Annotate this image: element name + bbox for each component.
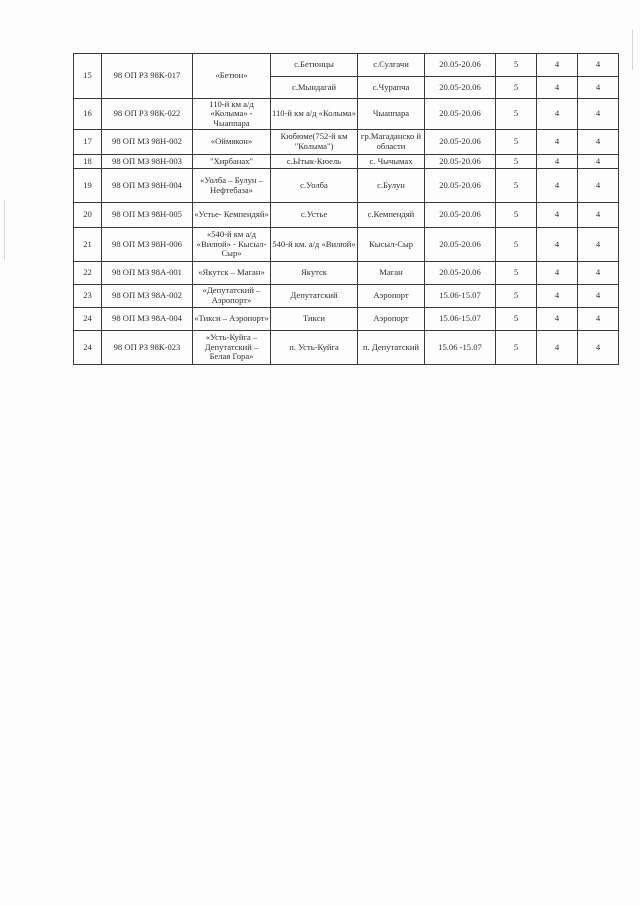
value-col-3: 4 bbox=[578, 169, 619, 203]
road-code: 98 ОП МЗ 98Н-006 bbox=[102, 228, 193, 262]
road-name: «Якутск – Маган» bbox=[193, 262, 271, 285]
road-start: с.Устье bbox=[271, 203, 358, 228]
road-code: 98 ОП РЗ 98К-017 bbox=[102, 54, 193, 99]
closure-period: 20.05-20.06 bbox=[425, 77, 496, 99]
value-col-1: 5 bbox=[496, 331, 537, 365]
table-row bbox=[74, 228, 619, 262]
road-end: Кысыл-Сыр bbox=[358, 228, 425, 262]
road-name: «Бетюн» bbox=[193, 54, 271, 99]
road-name: 110-й км а/д «Колыма» - Чыаппара bbox=[193, 99, 271, 130]
roads-table bbox=[73, 53, 619, 365]
closure-period: 20.05-20.06 bbox=[425, 169, 496, 203]
row-number: 18 bbox=[74, 155, 102, 169]
road-code: 98 ОП МЗ 98Н-002 bbox=[102, 130, 193, 155]
value-col-1: 5 bbox=[496, 262, 537, 285]
value-col-3: 4 bbox=[578, 285, 619, 308]
road-end: п. Депутатский bbox=[358, 331, 425, 365]
road-end: Маган bbox=[358, 262, 425, 285]
value-col-3: 4 bbox=[578, 54, 619, 77]
road-code: 98 ОП МЗ 98А-002 bbox=[102, 285, 193, 308]
road-code: 98 ОП МЗ 98Н-005 bbox=[102, 203, 193, 228]
row-number: 24 bbox=[74, 331, 102, 365]
road-end: с.Чурапча bbox=[358, 77, 425, 99]
scan-edge-mark bbox=[4, 200, 5, 260]
road-code: 98 ОП РЗ 98К-023 bbox=[102, 331, 193, 365]
road-start: Якутск bbox=[271, 262, 358, 285]
row-number: 17 bbox=[74, 130, 102, 155]
value-col-1: 5 bbox=[496, 169, 537, 203]
table-row bbox=[74, 169, 619, 203]
road-code: 98 ОП МЗ 98Н-003 bbox=[102, 155, 193, 169]
value-col-2: 4 bbox=[537, 155, 578, 169]
road-name: «Усть-Куйга – Депутатский – Белая Гора» bbox=[193, 331, 271, 365]
closure-period: 20.05-20.06 bbox=[425, 228, 496, 262]
value-col-2: 4 bbox=[537, 285, 578, 308]
road-end: с.Булун bbox=[358, 169, 425, 203]
table-row bbox=[74, 54, 619, 77]
row-number: 19 bbox=[74, 169, 102, 203]
value-col-1: 5 bbox=[496, 308, 537, 331]
road-code: 98 ОП МЗ 98Н-004 bbox=[102, 169, 193, 203]
road-code: 98 ОП МЗ 98А-004 bbox=[102, 308, 193, 331]
value-col-1: 5 bbox=[496, 130, 537, 155]
row-number: 20 bbox=[74, 203, 102, 228]
table-row bbox=[74, 331, 619, 365]
value-col-2: 4 bbox=[537, 262, 578, 285]
table-row bbox=[74, 285, 619, 308]
row-number: 16 bbox=[74, 99, 102, 130]
road-start: 540-й км. а/д «Вилюй» bbox=[271, 228, 358, 262]
value-col-3: 4 bbox=[578, 130, 619, 155]
row-number: 15 bbox=[74, 54, 102, 99]
row-number: 23 bbox=[74, 285, 102, 308]
row-number: 22 bbox=[74, 262, 102, 285]
road-end: с.Кемпендяй bbox=[358, 203, 425, 228]
value-col-1: 5 bbox=[496, 228, 537, 262]
table-row bbox=[74, 99, 619, 130]
road-end: гр.Магаданско й области bbox=[358, 130, 425, 155]
value-col-3: 4 bbox=[578, 331, 619, 365]
value-col-1: 5 bbox=[496, 99, 537, 130]
closure-period: 20.05-20.06 bbox=[425, 203, 496, 228]
value-col-1: 5 bbox=[496, 155, 537, 169]
table-row bbox=[74, 155, 619, 169]
row-number: 21 bbox=[74, 228, 102, 262]
road-code: 98 ОП МЗ 98А-001 bbox=[102, 262, 193, 285]
value-col-1: 5 bbox=[496, 285, 537, 308]
road-end: с. Чычымах bbox=[358, 155, 425, 169]
closure-period: 15.06-15.07 bbox=[425, 285, 496, 308]
road-name: «Оймякон» bbox=[193, 130, 271, 155]
road-name: «Устье- Кемпендяй» bbox=[193, 203, 271, 228]
road-start: 110-й км а/д «Колыма» bbox=[271, 99, 358, 130]
closure-period: 15.06 -15.07 bbox=[425, 331, 496, 365]
road-code: 98 ОП РЗ 98К-022 bbox=[102, 99, 193, 130]
value-col-2: 4 bbox=[537, 54, 578, 77]
closure-period: 20.05-20.06 bbox=[425, 130, 496, 155]
value-col-3: 4 bbox=[578, 77, 619, 99]
closure-period: 20.05-20.06 bbox=[425, 262, 496, 285]
road-start: Депутатский bbox=[271, 285, 358, 308]
table-row bbox=[74, 203, 619, 228]
road-name: «540-й км а/д «Вилюй» - Кысыл-Сыр» bbox=[193, 228, 271, 262]
scan-edge-mark bbox=[632, 30, 633, 70]
road-start: с.Ытык-Кюель bbox=[271, 155, 358, 169]
road-name: «Уолба – Булун – Нефтебаза» bbox=[193, 169, 271, 203]
road-name: "Хирбанах" bbox=[193, 155, 271, 169]
value-col-3: 4 bbox=[578, 203, 619, 228]
road-end: Аэропорт bbox=[358, 285, 425, 308]
value-col-2: 4 bbox=[537, 99, 578, 130]
closure-period: 15.06-15.07 bbox=[425, 308, 496, 331]
table-row bbox=[74, 130, 619, 155]
road-start: Тикси bbox=[271, 308, 358, 331]
value-col-2: 4 bbox=[537, 228, 578, 262]
value-col-2: 4 bbox=[537, 203, 578, 228]
value-col-3: 4 bbox=[578, 99, 619, 130]
value-col-3: 4 bbox=[578, 228, 619, 262]
road-name: «Тикси – Аэропорт» bbox=[193, 308, 271, 331]
closure-period: 20.05-20.06 bbox=[425, 54, 496, 77]
road-start: Кюбюме(752-й км "Колыма") bbox=[271, 130, 358, 155]
road-start: с.Мындагай bbox=[271, 77, 358, 99]
value-col-3: 4 bbox=[578, 155, 619, 169]
road-name: «Депутатский – Аэропорт» bbox=[193, 285, 271, 308]
row-number: 24 bbox=[74, 308, 102, 331]
road-start: с.Бетюнцы bbox=[271, 54, 358, 77]
value-col-2: 4 bbox=[537, 308, 578, 331]
value-col-2: 4 bbox=[537, 77, 578, 99]
value-col-1: 5 bbox=[496, 77, 537, 99]
road-end: Аэропорт bbox=[358, 308, 425, 331]
closure-period: 20.05-20.06 bbox=[425, 155, 496, 169]
value-col-2: 4 bbox=[537, 130, 578, 155]
closure-period: 20.05-20.06 bbox=[425, 99, 496, 130]
table-row bbox=[74, 308, 619, 331]
road-start: п. Усть-Куйга bbox=[271, 331, 358, 365]
value-col-1: 5 bbox=[496, 203, 537, 228]
value-col-3: 4 bbox=[578, 262, 619, 285]
road-end: с.Сулгачи bbox=[358, 54, 425, 77]
value-col-2: 4 bbox=[537, 331, 578, 365]
road-start: с.Уолба bbox=[271, 169, 358, 203]
value-col-3: 4 bbox=[578, 308, 619, 331]
value-col-2: 4 bbox=[537, 169, 578, 203]
table-row bbox=[74, 262, 619, 285]
road-end: Чыаппара bbox=[358, 99, 425, 130]
value-col-1: 5 bbox=[496, 54, 537, 77]
